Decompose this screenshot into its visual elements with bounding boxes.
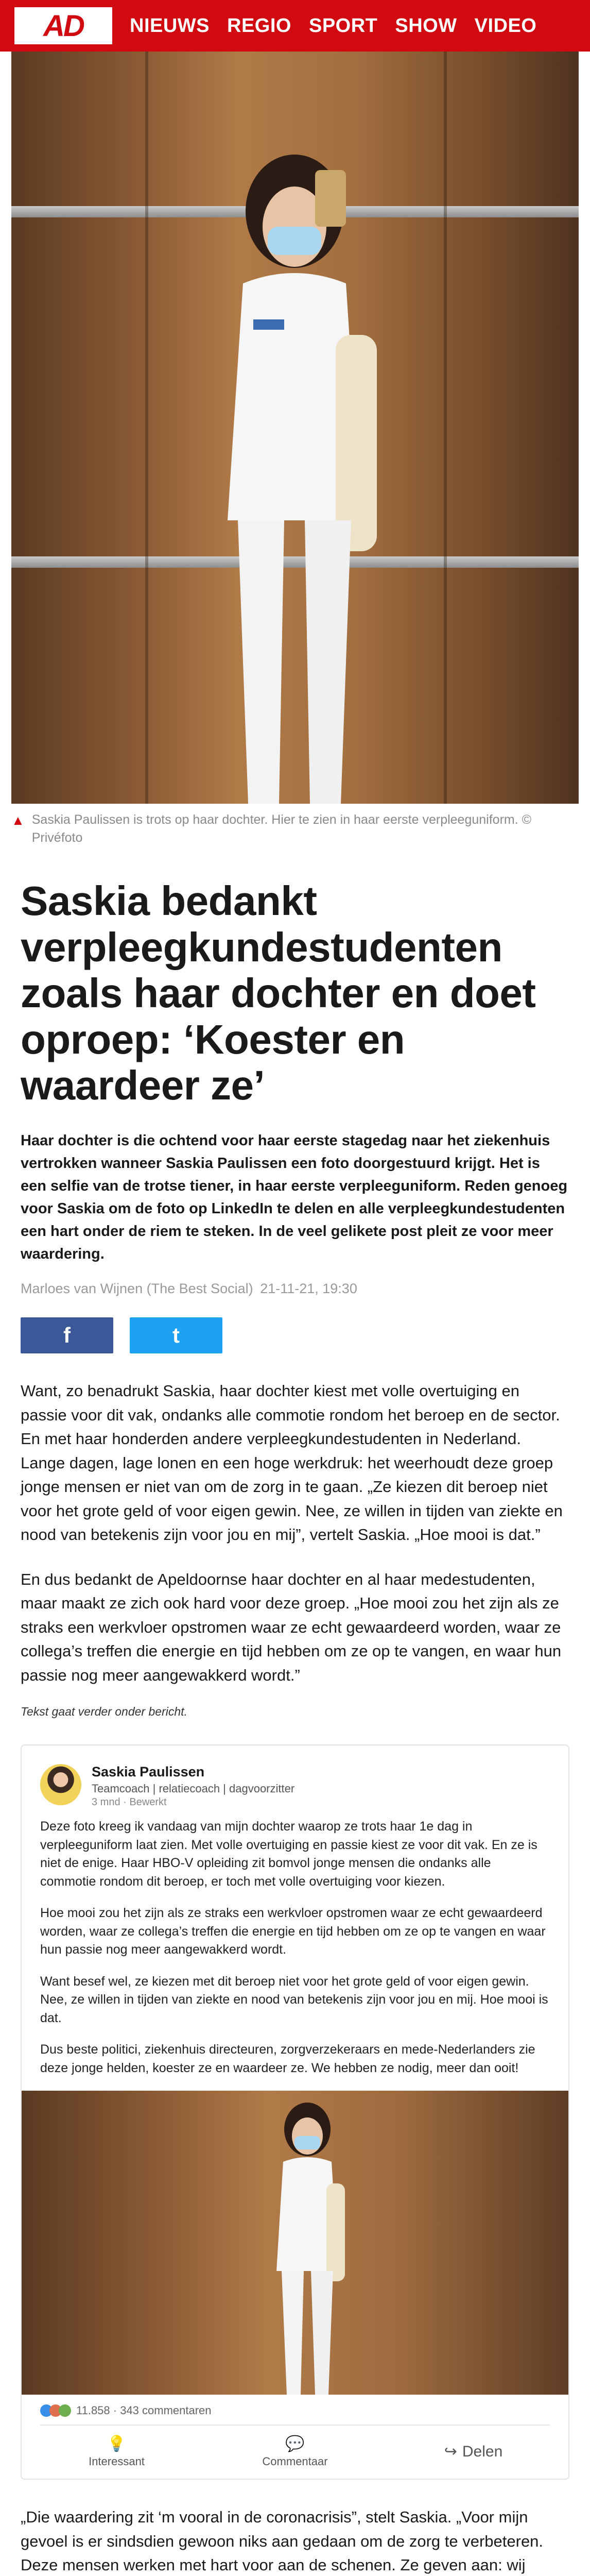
linkedin-actions bbox=[40, 2425, 550, 2468]
article-headline: Saskia bedankt verpleegkundestudenten zoals haar dochter en doet oproep: ‘Koester en waardeer ze’ bbox=[21, 878, 536, 1109]
nurse-student-figure bbox=[269, 2101, 346, 2395]
nurse-student-figure bbox=[207, 149, 382, 804]
linkedin-post-photo[interactable] bbox=[22, 2091, 568, 2395]
linkedin-post-embed bbox=[21, 1744, 569, 2480]
twitter-icon: t bbox=[172, 1323, 180, 1348]
hero-photo bbox=[11, 52, 579, 804]
article-paragraph: Want, zo benadrukt Saskia, haar dochter kiest met volle overtuiging en passie voor dit vak, ondanks alle commotie rondom het beroep en de sector. En met haar honderden andere verpleegkundestudenten in Nederland. Lange dagen, lage lonen en een hoge werkdruk: het weerhoudt deze groep jonge mensen er niet van om de zorg in te gaan. „Ze kiezen dit beroep niet voor het grote geld of voor eigen gewin. Nee, ze willen in tijden van ziekte en nood van betekenis zijn voor jou en mij”, vertelt Saskia. „Hoe mooi is dat.” bbox=[21, 1382, 563, 1544]
linkedin-paragraph: Hoe mooi zou het zijn als ze straks een werkvloer opstromen waar ze echt gewaardeerd worden, waar ze collega’s treffen die energie en tijd hebben om ze op te vangen en waar hun passie nog meer aangewakkerd wordt. bbox=[40, 1906, 546, 1957]
lightbulb-icon: 💡 bbox=[107, 2435, 127, 2453]
article-paragraph: „Die waardering zit ‘m vooral in de coronacrisis”, stelt Saskia. „Voor mijn gevoel is er sindsdien gewoon niks aan gedaan om de zorg te verbeteren. Deze mensen werken met hart voor aan de schenen. Ze geven aan: wij bbox=[21, 2508, 544, 2574]
wall-panel-line bbox=[145, 52, 148, 804]
comment-icon: 💬 bbox=[285, 2435, 305, 2453]
share-arrow-icon: ↪ bbox=[444, 2443, 457, 2461]
nav-item-sport[interactable]: SPORT bbox=[308, 14, 378, 37]
linkedin-reactions[interactable] bbox=[40, 2395, 550, 2417]
nav-item-nieuws[interactable]: NIEUWS bbox=[130, 14, 210, 37]
nav-item-video[interactable]: VIDEO bbox=[474, 14, 537, 37]
publish-date: 21-11-21, 19:30 bbox=[260, 1281, 357, 1297]
interessant-label: Interessant bbox=[89, 2455, 145, 2468]
facebook-icon: f bbox=[63, 1323, 71, 1348]
share-button[interactable] bbox=[397, 2435, 550, 2468]
linkedin-post-text bbox=[40, 1818, 550, 2077]
wall-panel-line bbox=[444, 52, 447, 804]
linkedin-post-meta: 3 mnd · Bewerkt bbox=[92, 1797, 167, 1808]
celebrate-reaction-icon bbox=[59, 2404, 71, 2417]
article-byline bbox=[0, 1265, 590, 1297]
linkedin-author-role: Teamcoach | relatiecoach | dagvoorzitter bbox=[92, 1782, 295, 1795]
ad-note: Tekst gaat verder onder bericht. bbox=[21, 1705, 187, 1719]
share-label: Delen bbox=[462, 2443, 503, 2460]
hero-caption bbox=[0, 804, 590, 847]
linkedin-paragraph: Dus beste politici, ziekenhuis directeuren, zorgverzekeraars en mede-Nederlanders zie deze jonge helden, koester ze en waardeer ze. We hebben ze nodig, meer dan ooit! bbox=[40, 2042, 535, 2075]
top-navigation-bar bbox=[0, 0, 590, 52]
article-intro: Haar dochter is die ochtend voor haar eerste stagedag naar het ziekenhuis vertrokken wanneer Saskia Paulissen een foto doorgestuurd krijgt. Het is een selfie van de trotse tiener, in haar eerste verpleeguniform. Reden genoeg voor Saskia om de foto op LinkedIn te delen en alle verpleegkundestudenten een hart onder de riem te steken. In de veel gelikete post pleit ze voor meer waardering. bbox=[21, 1132, 568, 1263]
interessant-button[interactable] bbox=[40, 2435, 193, 2468]
nav-item-show[interactable]: SHOW bbox=[395, 14, 457, 37]
article-paragraph: En dus bedankt de Apeldoornse haar dochter en al haar medestudenten, maar maakt ze zich ook hard voor deze groep. „Hoe mooi zou het zijn als ze straks een werkvloer opstromen waar ze echt gewaardeerd worden, waar ze collega’s treffen die energie en tijd hebben om ze op te vangen, en waar hun passie nog meer aangewakkerd wordt.” bbox=[21, 1570, 562, 1684]
caption-triangle-icon: ▲ bbox=[11, 812, 25, 828]
author-name[interactable]: Marloes van Wijnen (The Best Social) bbox=[21, 1281, 253, 1297]
reaction-count: 11.858 · 343 commentaren bbox=[76, 2404, 212, 2417]
nav-item-regio[interactable]: REGIO bbox=[227, 14, 291, 37]
hero-caption-text: Saskia Paulissen is trots op haar dochter. Hier te zien in haar eerste verpleeguniform. © Privéfoto bbox=[31, 812, 532, 845]
linkedin-paragraph: Want besef wel, ze kiezen met dit beroep niet voor het grote geld of voor eigen gewin. Nee, ze willen in tijden van ziekte en nood van betekenis zijn voor jou en mij. Hoe mooi is dat. bbox=[40, 1974, 548, 2025]
avatar[interactable] bbox=[40, 1764, 81, 1805]
comment-label: Commentaar bbox=[262, 2455, 328, 2468]
linkedin-author-name[interactable]: Saskia Paulissen bbox=[92, 1764, 205, 1780]
linkedin-paragraph: Deze foto kreeg ik vandaag van mijn dochter waarop ze trots haar 1e dag in verpleeguniform laat zien. Met volle overtuiging en passie kiest ze voor dit vak. En ze is niet de enige. Haar HBO-V opleiding zit bomvol jonge mensen die ondanks alle commotie rondom dit beroep, er toch met volle overtuiging voor kiezen. bbox=[40, 1819, 537, 1889]
linkedin-post-header bbox=[40, 1764, 550, 1808]
share-buttons bbox=[0, 1297, 590, 1353]
twitter-share-button[interactable] bbox=[130, 1317, 222, 1353]
comment-button[interactable] bbox=[219, 2435, 372, 2468]
facebook-share-button[interactable] bbox=[21, 1317, 113, 1353]
ad-logo[interactable]: AD bbox=[14, 7, 112, 44]
